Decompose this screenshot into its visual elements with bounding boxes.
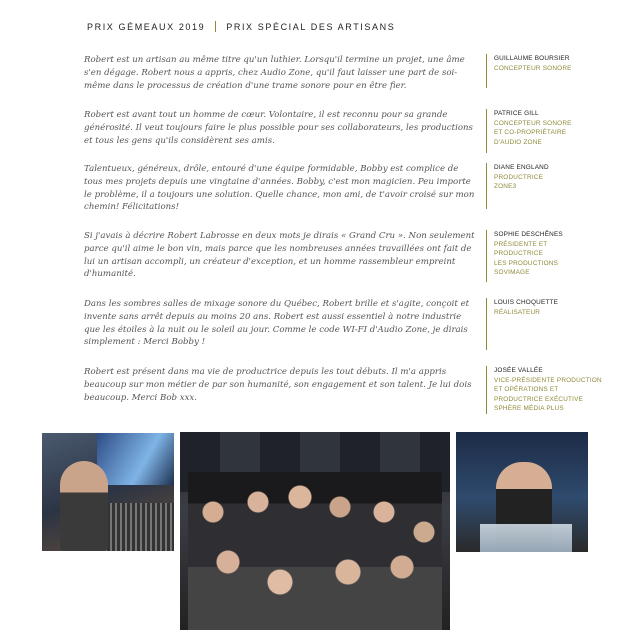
author-role: VICE-PRÉSIDENTE PRODUCTION ET OPÉRATIONS ET PRODUCTRICE EXÉCUTIVE SPHÈRE MÉDIA PLUS <box>494 376 602 413</box>
award-speech-photo <box>456 432 588 552</box>
author-role: RÉALISATEUR <box>494 308 541 316</box>
award-category: PRIX SPÉCIAL DES ARTISANS <box>226 21 396 32</box>
testimonial-quote: Talentueux, généreux, drôle, entouré d'une équipe formidable, Bobby est complice de tous mes projets depuis une vingtaine d'années. Bobby, c'est mon magicien. Peu importe le problème, il a toujours une solution. Quelle chance, mon ami, de t'avoir croisé sur mon chemin! Félicitations! <box>84 164 475 213</box>
testimonial-quote: Robert est avant tout un homme de cœur. Volontaire, il est reconnu pour sa grande générosité. Il veut toujours faire le plus possible pour ses collaborateurs, les productions et tous les gens qu'ils considèrent ses amis. <box>84 110 473 146</box>
group-photo <box>180 432 450 630</box>
author-role: PRODUCTRICE ZONE3 <box>494 173 544 191</box>
glass-podium <box>480 524 572 552</box>
author-name: LOUIS CHOQUETTE <box>494 299 559 306</box>
testimonial-attribution <box>486 230 606 282</box>
testimonial-quote: Dans les sombres salles de mixage sonore du Québec, Robert brille et s'agite, conçoit et invente sans arrêt depuis au moins 20 ans. Robert est aussi essentiel à notre industrie que les étoiles à la nuit ou le soleil au jour. Comme le code WI-FI d'Audio Zone, je dirais simplement : Merci Bobby ! <box>84 299 470 348</box>
studio-screen <box>97 433 174 485</box>
studio-photo <box>42 433 174 551</box>
testimonial-attribution <box>486 163 606 209</box>
testimonial-attribution <box>486 109 606 153</box>
mixing-console <box>102 503 174 551</box>
testimonial-attribution <box>486 298 606 350</box>
author-role: CONCEPTEUR SONORE <box>494 64 572 72</box>
testimonial-attribution <box>486 54 606 88</box>
author-role: PRÉSIDENTE ET PRODUCTRICE LES PRODUCTIONS SOVIMAGE <box>494 240 559 277</box>
author-role: CONCEPTEUR SONORE ET CO-PROPRIÉTAIRE D'AUDIO ZONE <box>494 119 572 146</box>
testimonial-quote: Si j'avais à décrire Robert Labrosse en deux mots je dirais « Grand Cru ». Non seulement parce qu'il aime le bon vin, mais parce que les nombreuses années travaillées ont fait de lui un artisan accompli, un créateur d'exception, et un homme rassembleur empreint d'humanité. <box>84 231 475 280</box>
testimonial-quote: Robert est un artisan au même titre qu'un luthier. Lorsqu'il termine un projet, une âme s'en dégage. Robert nous a appris, chez Audio Zone, qu'il faut laisser une part de soi-même dans le processus de création d'une trame sonore pour en être fier. <box>84 55 465 91</box>
testimonial-attribution <box>486 366 606 414</box>
author-name: SOPHIE DESCHÊNES <box>494 231 563 238</box>
page-header <box>87 21 395 32</box>
team-group <box>188 472 442 630</box>
author-name: JOSÉE VALLÉE <box>494 367 543 374</box>
author-name: DIANE ENGLAND <box>494 164 549 171</box>
award-title: PRIX GÉMEAUX 2019 <box>87 21 206 32</box>
testimonial-quote: Robert est présent dans ma vie de productrice depuis les tout débuts. Il m'a appris beaucoup sur mon métier de par son humanité, son engagement et son talent. Je lui dois beaucoup. Merci Bob xxx. <box>84 367 472 403</box>
person-at-console <box>60 461 108 551</box>
author-name: PATRICE GILL <box>494 110 539 117</box>
author-name: GUILLAUME BOURSIER <box>494 55 570 62</box>
header-divider <box>215 21 216 32</box>
